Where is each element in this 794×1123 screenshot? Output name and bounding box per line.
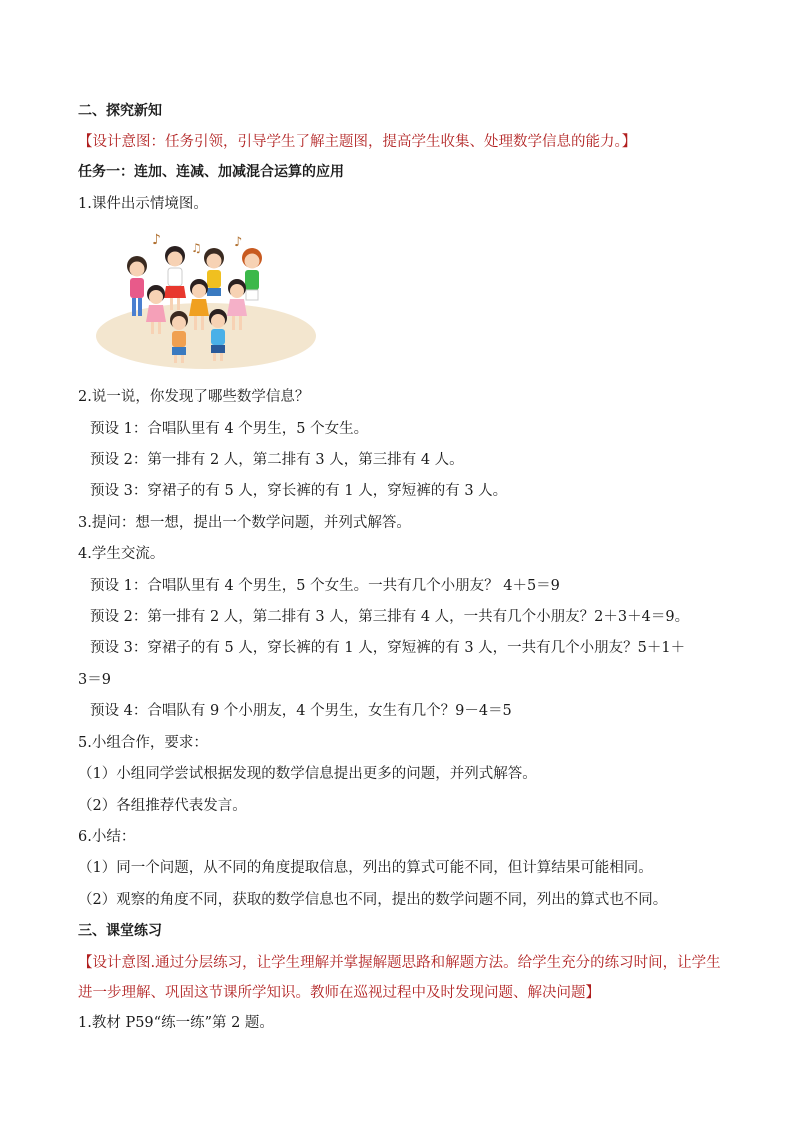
svg-text:♫: ♫: [191, 241, 202, 256]
preset-a-1: 预设 1：合唱队里有 4 个男生，5 个女生。: [90, 420, 369, 437]
step-4: 4.学生交流。: [78, 546, 165, 563]
section2-design-note: 【设计意图：任务引领，引导学生了解主题图，提高学生收集、处理数学信息的能力。】: [78, 134, 637, 151]
step-2: 2.说一说，你发现了哪些数学信息？: [78, 389, 310, 406]
practice-item-1: 1.教材 P59“练一练”第 2 题。: [78, 1014, 274, 1031]
task1-heading: 任务一：连加、连减、加减混合运算的应用: [78, 164, 344, 181]
preset-a-3: 预设 3：穿裙子的有 5 人，穿长裤的有 1 人，穿短裤的有 3 人。: [90, 483, 508, 500]
step-6: 6.小结：: [78, 828, 136, 845]
illustration: [78, 220, 728, 382]
svg-text:♪: ♪: [152, 232, 161, 249]
preset-b-3-cont: 3＝9: [78, 671, 111, 688]
document-page: [78, 96, 728, 1039]
preset-b-4: 预设 4：合唱队有 9 个小朋友，4 个男生，女生有几个？9－4＝5: [90, 703, 512, 720]
section3-design-note: 【设计意图.通过分层练习，让学生理解并掌握解题思路和解题方法。给学生充分的练习时间，让学生进一步理解、巩固这节课所学知识。教师在巡视过程中及时发现问题、解决问题】: [78, 954, 721, 1001]
summary-item-1: （1）同一个问题，从不同的角度提取信息，列出的算式可能不同，但计算结果可能相同。: [78, 860, 653, 877]
preset-a-2: 预设 2：第一排有 2 人，第二排有 3 人，第三排有 4 人。: [90, 452, 464, 469]
step-3: 3.提问：想一想，提出一个数学问题，并列式解答。: [78, 514, 411, 531]
preset-b-2: 预设 2：第一排有 2 人，第二排有 3 人，第三排有 4 人，一共有几个小朋友？2＋3＋4＝9。: [90, 609, 690, 626]
group-item-1: （1）小组同学尝试根据发现的数学信息提出更多的问题，并列式解答。: [78, 766, 537, 783]
group-item-2: （2）各组推荐代表发言。: [78, 797, 247, 814]
section3-heading: 三、课堂练习: [78, 923, 162, 940]
preset-b-3: 预设 3：穿裙子的有 5 人，穿长裤的有 1 人，穿短裤的有 3 人，一共有几个小朋友？5＋1＋: [90, 640, 686, 657]
children-choir-icon: [94, 224, 319, 374]
summary-item-2: （2）观察的角度不同，获取的数学信息也不同，提出的数学问题不同，列出的算式也不同。: [78, 891, 668, 908]
section2-heading: 二、探究新知: [78, 103, 162, 119]
svg-text:♪: ♪: [234, 235, 243, 251]
step-5: 5.小组合作，要求：: [78, 734, 208, 751]
preset-b-1: 预设 1：合唱队里有 4 个男生，5 个女生。一共有几个小朋友？ 4＋5＝9: [90, 577, 560, 594]
step-1: 1.课件出示情境图。: [78, 195, 208, 212]
